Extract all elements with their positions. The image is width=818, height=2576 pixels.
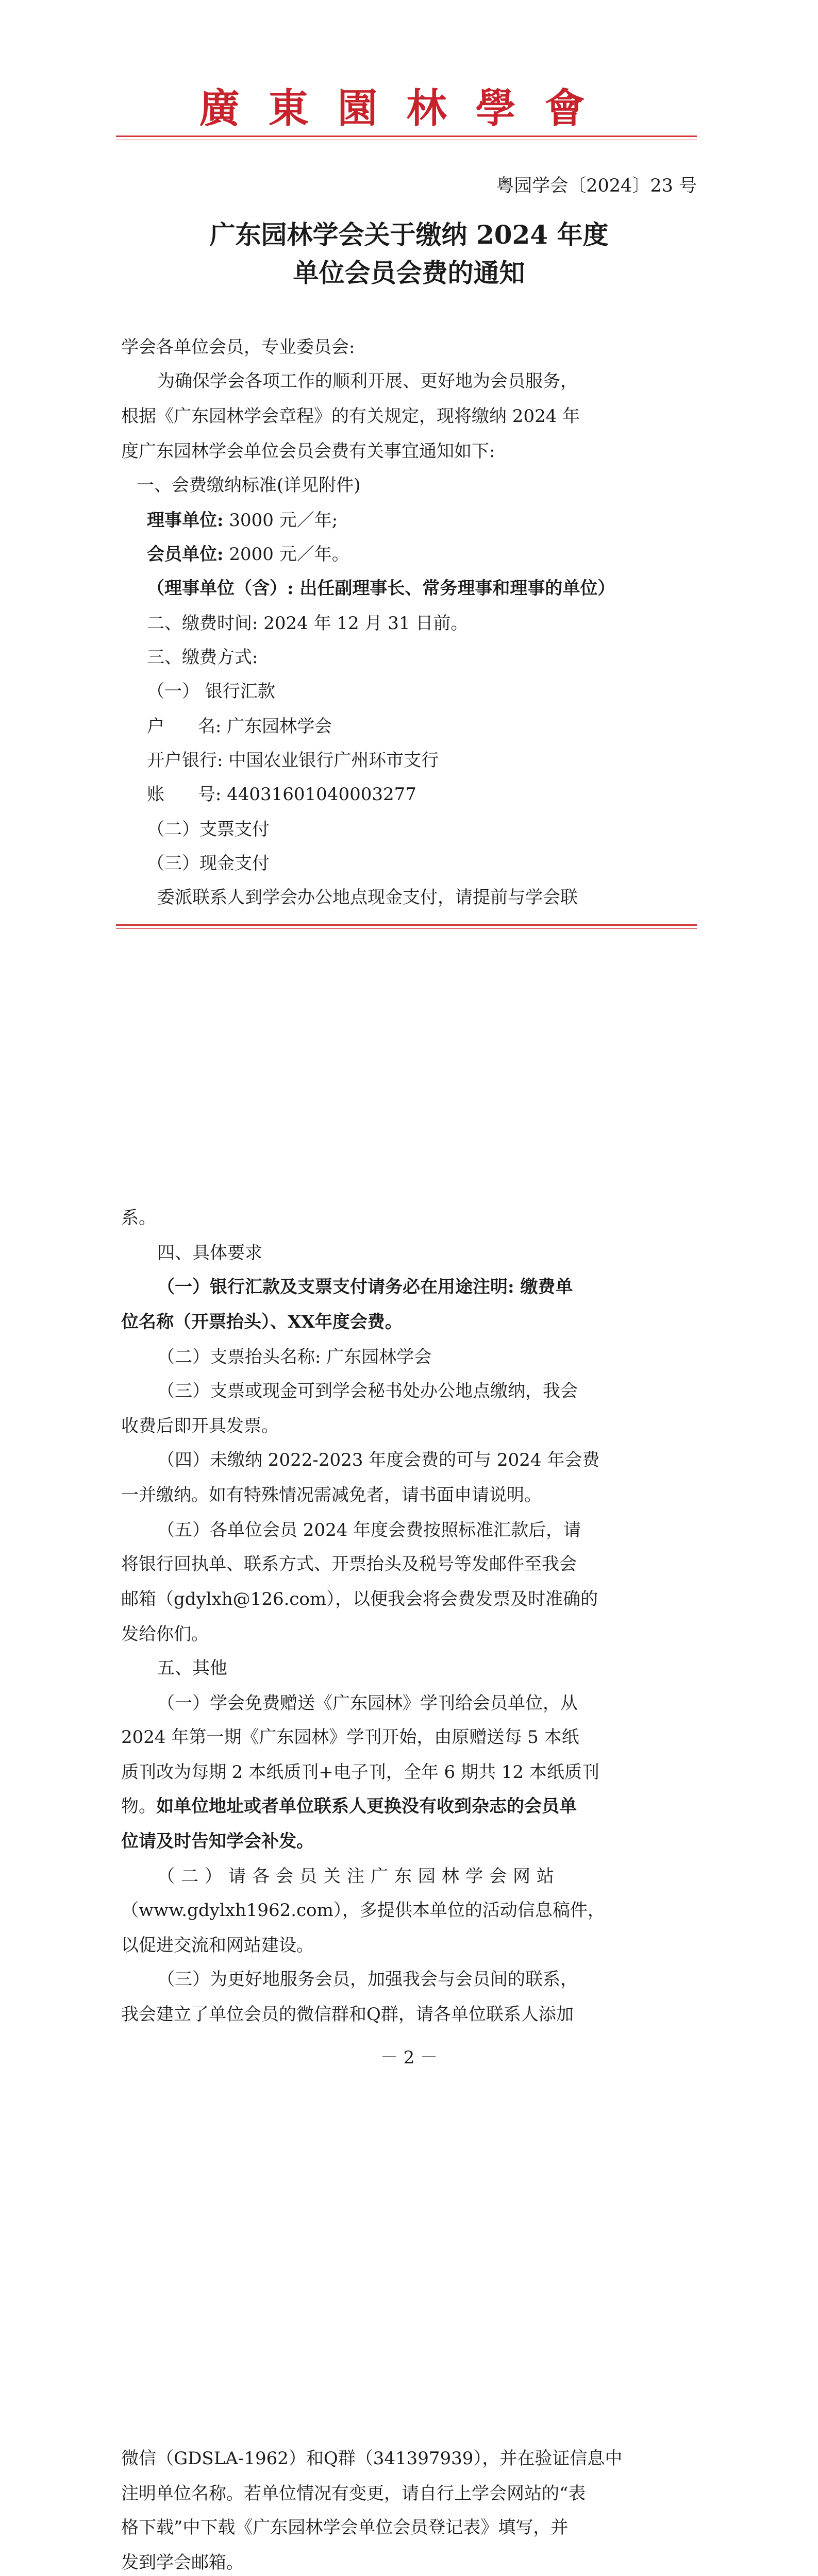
letterhead-org-name: 廣東園林學會 (199, 85, 614, 132)
director-fee: 3000 元／年; (229, 510, 338, 531)
other1-line-e: 位请及时告知学会补发。 (121, 1831, 314, 1852)
section4-heading: 四、具体要求 (157, 1243, 262, 1263)
account-number-row (147, 783, 416, 806)
req1-line-b: 位名称（开票抬头）、XX年度会费。 (121, 1312, 403, 1332)
cash-instruction: 委派联系人到学会办公地点现金支付，请提前与学会联 (157, 887, 578, 908)
req4-line-b: 一并缴纳。如有特殊情况需减免者，请书面申请说明。 (121, 1485, 542, 1505)
other3-line-a: （三）为更好地服务会员，加强我会与会员间的联系， (157, 1969, 578, 1990)
member-fee: 2000 元／年。 (229, 544, 349, 565)
intro-line-2: 根据《广东园林学会章程》的有关规定，现将缴纳 2024 年 (121, 406, 580, 427)
other3-line-b: 我会建立了单位会员的微信群和Q群，请各单位联系人添加 (121, 2004, 574, 2025)
director-label: 理事单位: (147, 510, 224, 531)
other1-line-d-bold: 如单位地址或者单位联系人更换没有收到杂志的会员单 (156, 1796, 577, 1817)
bank-row (147, 749, 439, 772)
other1-line-d (121, 1795, 577, 1818)
salutation: 学会各单位会员，专业委员会: (121, 337, 355, 358)
footer-rule (116, 924, 697, 926)
section2-heading: 二、缴费时间: 2024 年 12 月 31 日前。 (147, 613, 469, 634)
other2-line-a: （二）请各会员关注广东园林学会网站 (157, 1866, 560, 1887)
other1-line-b: 2024 年第一期《广东园林》学刊开始，由原赠送每 5 本纸 (121, 1727, 579, 1748)
page2-continuation: 系。 (121, 1208, 156, 1228)
bank-name: 中国农业银行广州环市支行 (228, 750, 439, 771)
account-name: 广东园林学会 (227, 716, 332, 737)
member-label: 会员单位: (147, 544, 224, 565)
page3-line-3: 格下载”中下载《广东园林学会单位会员登记表》填写，并 (121, 2517, 569, 2538)
document-title-line1: 广东园林学会关于缴纳 2024 年度 (209, 219, 609, 250)
other1-line-c: 质刊改为每期 2 本纸质刊+电子刊，全年 6 期共 12 本纸质刊 (121, 1762, 599, 1783)
req4-line-a: （四）未缴纳 2022-2023 年度会费的可与 2024 年会费 (157, 1450, 600, 1470)
req5-line-d: 发给你们。 (121, 1624, 209, 1645)
account-name-row (147, 715, 332, 738)
bank-label: 开户银行: (147, 750, 223, 771)
req3-line-b: 收费后即开具发票。 (121, 1416, 279, 1436)
page-number-2: － 2 － (380, 2047, 438, 2068)
other1-line-d-normal: 物。 (121, 1796, 156, 1817)
other1-line-a: （一）学会免费赠送《广东园林》学刊给会员单位，从 (157, 1693, 578, 1714)
req1-line-a: （一）银行汇款及支票支付请务必在用途注明: 缴费单 (157, 1277, 573, 1297)
section3-heading: 三、缴费方式: (147, 647, 258, 668)
document-title-line2: 单位会员会费的通知 (293, 258, 525, 288)
req2: （二）支票抬头名称: 广东园林学会 (157, 1347, 432, 1367)
account-number-label: 账 号: (147, 784, 222, 805)
director-fee-row (147, 509, 338, 532)
director-note: （理事单位（含）: 出任副理事长、常务理事和理事的单位） (147, 578, 615, 599)
method-cash: （三）现金支付 (147, 853, 270, 874)
account-name-label: 户 名: (147, 716, 222, 737)
section1-heading: 一、会费缴纳标准(详见附件) (137, 475, 361, 496)
section5-heading: 五、其他 (157, 1658, 227, 1679)
method-bank-transfer: （一） 银行汇款 (147, 681, 275, 702)
page3-line-2: 注明单位名称。若单位情况有变更，请自行上学会网站的“表 (121, 2483, 586, 2504)
page3-line-1: 微信（GDSLA-1962）和Q群（341397939），并在验证信息中 (121, 2448, 623, 2469)
other2-line-b: （www.gdylxh1962.com），多提供本单位的活动信息稿件， (121, 1900, 605, 1921)
intro-line-3: 度广东园林学会单位会员会费有关事宜通知如下: (121, 441, 495, 462)
member-fee-row (147, 543, 349, 566)
req5-line-a: （五）各单位会员 2024 年度会费按照标准汇款后，请 (157, 1520, 581, 1540)
req5-line-b: 将银行回执单、联系方式、开票抬头及税号等发邮件至我会 (121, 1554, 577, 1574)
req5-line-c: 邮箱（gdylxh@126.com），以便我会将会费发票及时准确的 (121, 1589, 598, 1609)
footer-rule-thin (116, 928, 697, 929)
letterhead-rule-top (116, 135, 697, 137)
method-cheque: （二）支票支付 (147, 819, 270, 840)
page3-line-4: 发到学会邮箱。 (121, 2552, 244, 2573)
document-number: 粤园学会〔2024〕23 号 (496, 176, 697, 196)
account-number: 44031601040003277 (227, 784, 416, 805)
other2-line-c: 以促进交流和网站建设。 (121, 1935, 314, 1956)
req3-line-a: （三）支票或现金可到学会秘书处办公地点缴纳，我会 (157, 1381, 578, 1401)
intro-line-1: 为确保学会各项工作的顺利开展、更好地为会员服务， (157, 371, 578, 392)
